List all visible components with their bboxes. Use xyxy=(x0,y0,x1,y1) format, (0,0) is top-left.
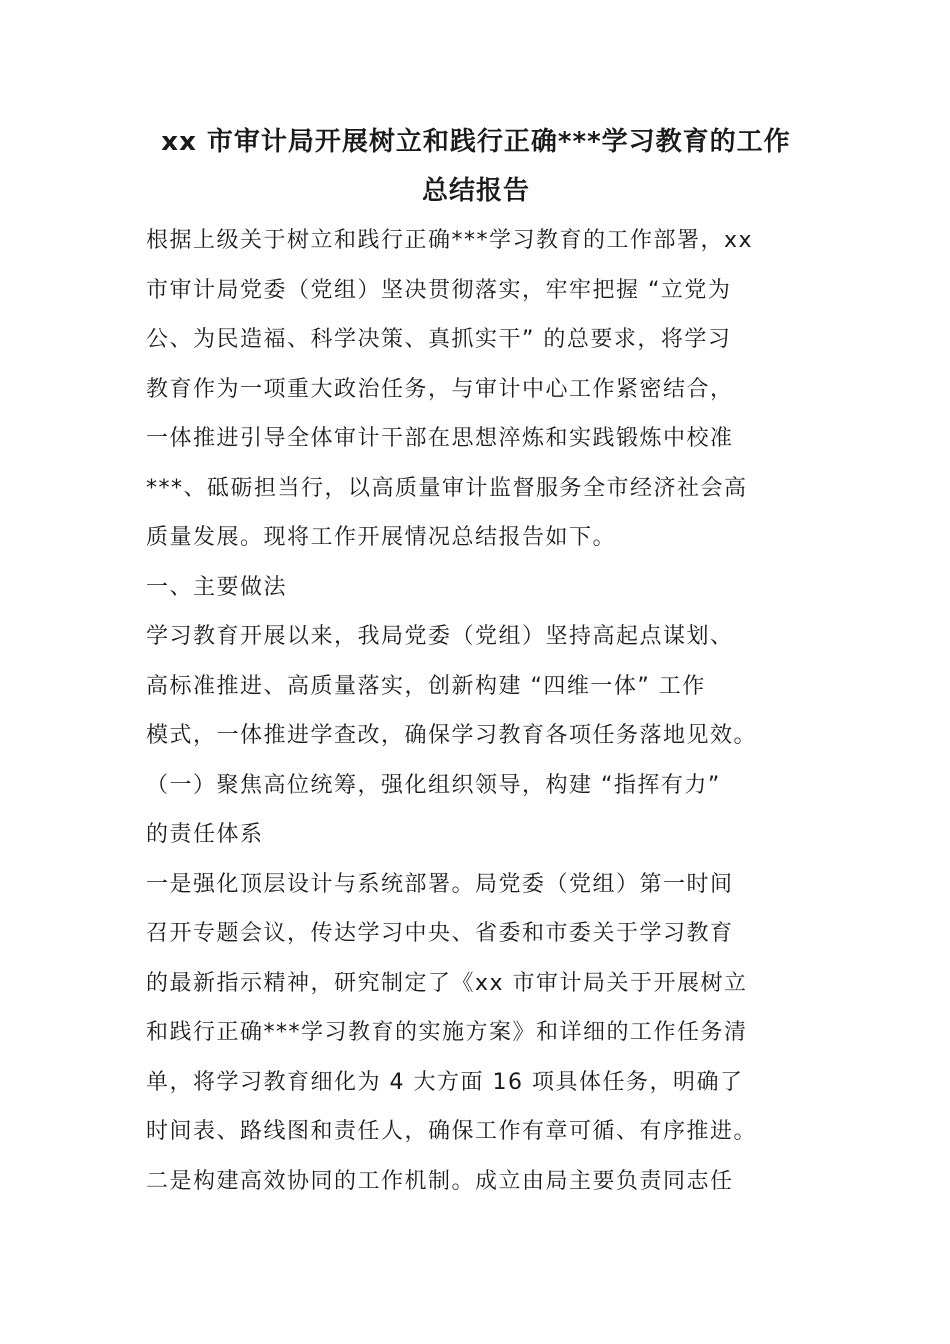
body-line: 根据上级关于树立和践行正确***学习教育的工作部署，xx xyxy=(146,228,754,253)
subsection-heading: 的责任体系 xyxy=(146,822,264,847)
subsection-heading: （一）聚焦高位统筹，强化组织领导，构建 “指挥有力” xyxy=(146,772,721,798)
body-line: 教育作为一项重大政治任务，与审计中心工作紧密结合， xyxy=(146,376,734,402)
body-line: 模式，一体推进学查改，确保学习教育各项任务落地见效。 xyxy=(146,723,758,748)
title-line-2: 总结报告 xyxy=(421,176,530,206)
body-line: 质量发展。现将工作开展情况总结报告如下。 xyxy=(146,525,617,550)
body-line: 市审计局党委（党组）坚决贯彻落实，牢牢把握 “立党为 xyxy=(146,277,732,303)
document-body xyxy=(146,216,806,1206)
body-line: 高标准推进、高质量落实，创新构建 “四维一体” 工作 xyxy=(146,673,706,699)
body-line: 召开专题会议，传达学习中央、省委和市委关于学习教育 xyxy=(146,921,734,946)
body-line: 一是强化顶层设计与系统部署。局党委（党组）第一时间 xyxy=(146,871,734,897)
body-line: ***、砥砺担当行，以高质量审计监督服务全市经济社会高 xyxy=(146,475,748,501)
document-page xyxy=(146,118,806,1206)
body-line: 和践行正确***学习教育的实施方案》和详细的工作任务清 xyxy=(146,1020,748,1045)
body-line: 单，将学习教育细化为 4 大方面 16 项具体任务，明确了 xyxy=(146,1069,744,1095)
body-line: 学习教育开展以来，我局党委（党组）坚持高起点谋划、 xyxy=(146,624,734,649)
body-line: 公、为民造福、科学决策、真抓实干” 的总要求，将学习 xyxy=(146,327,732,352)
body-line: 二是构建高效协同的工作机制。成立由局主要负责同志任 xyxy=(146,1168,734,1194)
document-title xyxy=(146,118,806,216)
title-line-1: xx 市审计局开展树立和践行正确***学习教育的工作 xyxy=(161,127,791,157)
body-line: 的最新指示精神，研究制定了《xx 市审计局关于开展树立 xyxy=(146,970,748,996)
body-line: 一体推进引导全体审计干部在思想淬炼和实践锻炼中校准 xyxy=(146,426,734,451)
body-line: 时间表、路线图和责任人，确保工作有章可循、有序推进。 xyxy=(146,1119,758,1144)
section-heading: 一、主要做法 xyxy=(146,574,288,600)
